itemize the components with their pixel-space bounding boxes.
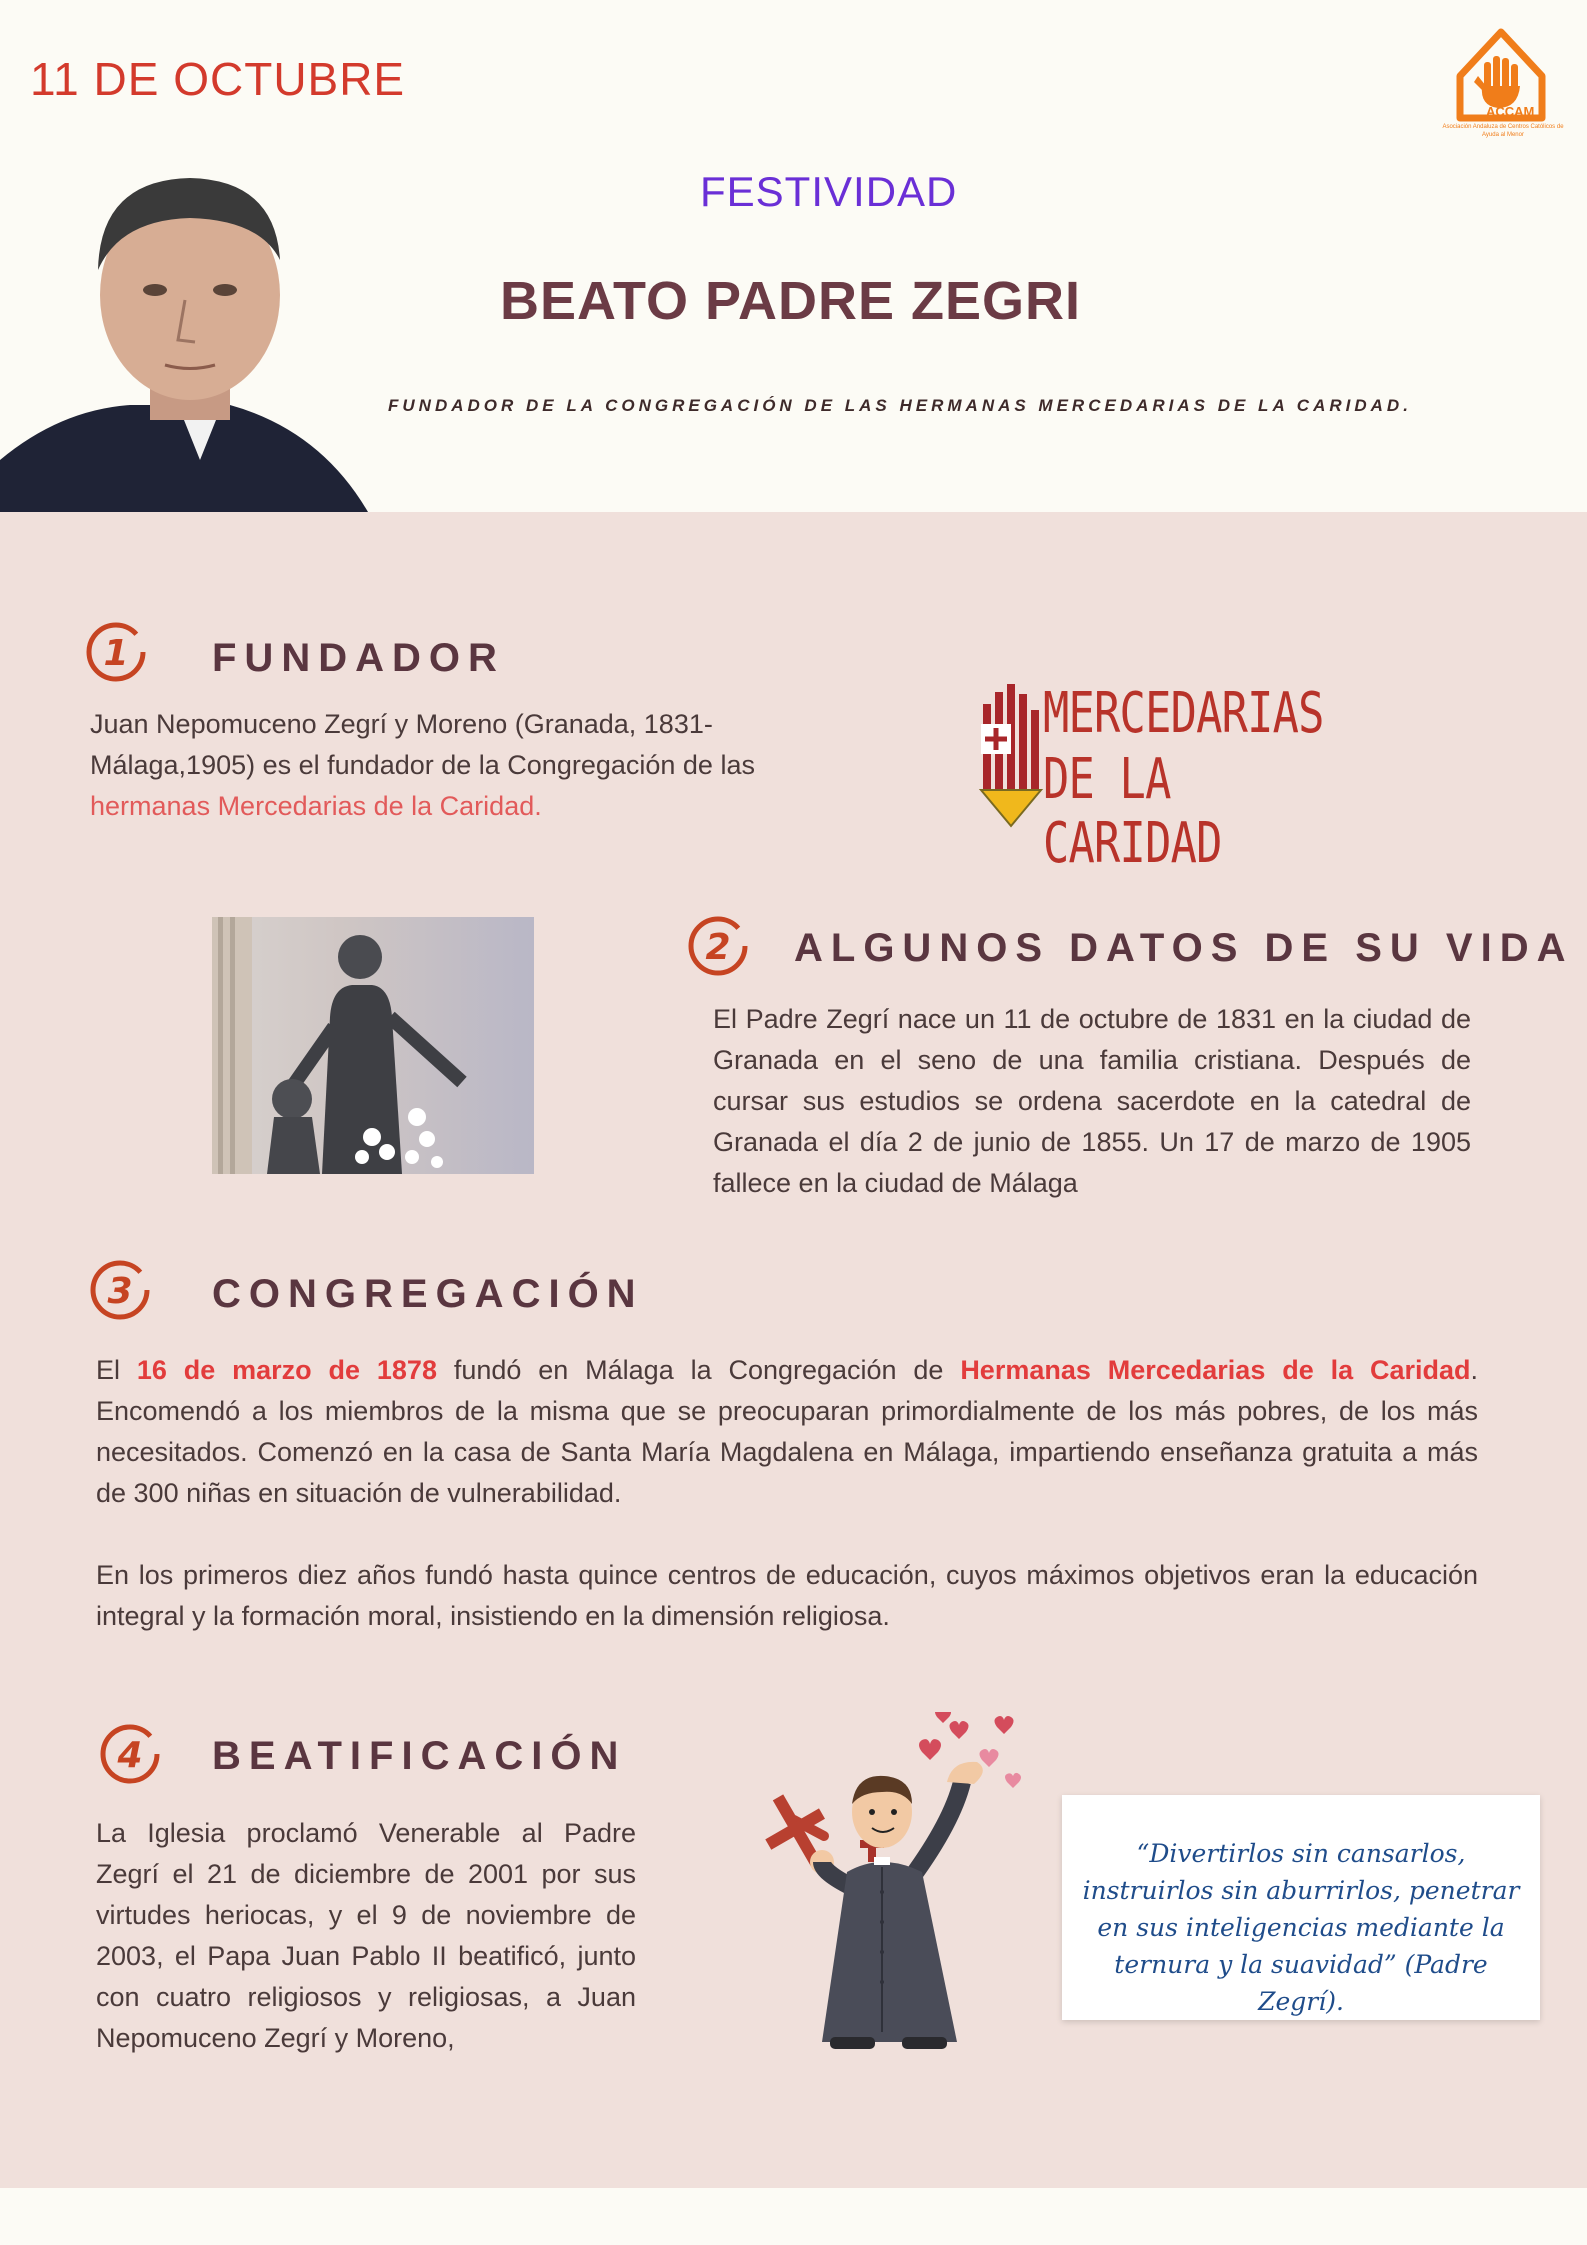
quote-card [1062,1795,1540,2020]
svg-text:4: 4 [117,1735,143,1776]
date-label: 11 DE OCTUBRE [30,53,406,105]
section-2-title: ALGUNOS DATOS DE SU VIDA [794,926,1574,970]
portrait-image [0,160,370,512]
section-3-text-c: . Encomendó a los miembros de la misma que se preocuparan primordialmente de los más pobres, de los más necesitados. Comenzó en la casa de Santa María Magdalena en Málaga, impartiendo enseñanza gratuita a más de 300 niñas en situación de vulnerabilidad. [96,1355,1478,1508]
statue-photo [212,917,534,1174]
section-1-number-icon [84,620,148,684]
page-subtitle: FUNDADOR DE LA CONGREGACIÓN DE LAS HERMANAS MERCEDARIAS DE LA CARIDAD. [388,396,1412,415]
mercedarias-logo-line2: DE LA CARIDAD [1043,747,1222,876]
accam-logo-caption: Asociación Andaluza de Centros Católicos de Ayuda al Menor [1442,124,1564,138]
accam-logo [1436,26,1566,144]
accam-logo-text: ACCAM [1486,104,1535,119]
section-3-number-icon [88,1258,152,1322]
svg-text:2: 2 [705,927,731,968]
mercedarias-emblem-icon [975,680,1047,830]
section-4-text: La Iglesia proclamó Venerable al Padre Zegrí el 21 de diciembre de 2001 por sus virtudes heriocas, y el 9 de noviembre de 2003, el Papa Juan Pablo II beatificó, junto con cuatro religiosos y religiosas, a Juan Nepomuceno Zegrí y Moreno, [96,1818,636,2053]
section-2-number-icon [686,914,750,978]
section-2-text: El Padre Zegrí nace un 11 de octubre de 1831 en la ciudad de Granada en el seno de una familia cristiana. Después de cursar sus estudios se ordena sacerdote en la catedral de Granada el día 2 de junio de 1855. Un 17 de marzo de 1905 fallece en la ciudad de Málaga [713,1004,1471,1198]
mercedarias-link-text: hermanas Mercedarias de la Caridad. [90,791,542,821]
section-4-number-icon [98,1722,162,1786]
section-3-paragraph-2: En los primeros diez años fundó hasta quince centros de educación, cuyos máximos objetivos eran la educación integral y la formación moral, insistiendo en la dimensión religiosa. [96,1560,1478,1631]
page-title: BEATO PADRE ZEGRI [500,271,1082,331]
mercedarias-logo-line1: MERCEDARIAS [1043,681,1324,746]
section-1-text [90,704,800,827]
priest-cartoon-illustration [752,1712,1062,2062]
section-4-title: BEATIFICACIÓN [212,1734,627,1778]
section-3-text-b: fundó en Málaga la Congregación de [436,1355,961,1385]
festividad-label: FESTIVIDAD [700,168,958,215]
section-3-title: CONGREGACIÓN [212,1272,644,1316]
section-3-text-a: El [96,1355,137,1385]
mercedarias-logo [975,680,1355,876]
section-3-paragraph-1 [96,1350,1478,1514]
footer-strip [0,2188,1587,2245]
svg-text:3: 3 [107,1271,133,1312]
section-1-text-main: Juan Nepomuceno Zegrí y Moreno (Granada, 1831-Málaga,1905) es el fundador de la Congregación de las [90,709,755,780]
foundation-date: 16 de marzo de 1878 [136,1355,437,1385]
section-1-title: FUNDADOR [212,636,505,680]
quote-text: “Divertirlos sin cansarlos, instruirlos sin aburrirlos, penetrar en sus inteligencias mediante la ternura y la suavidad” (Padre Zegrí). [1082,1839,1520,2016]
congregation-name: Hermanas Mercedarias de la Caridad [960,1355,1471,1385]
svg-text:1: 1 [103,633,129,674]
